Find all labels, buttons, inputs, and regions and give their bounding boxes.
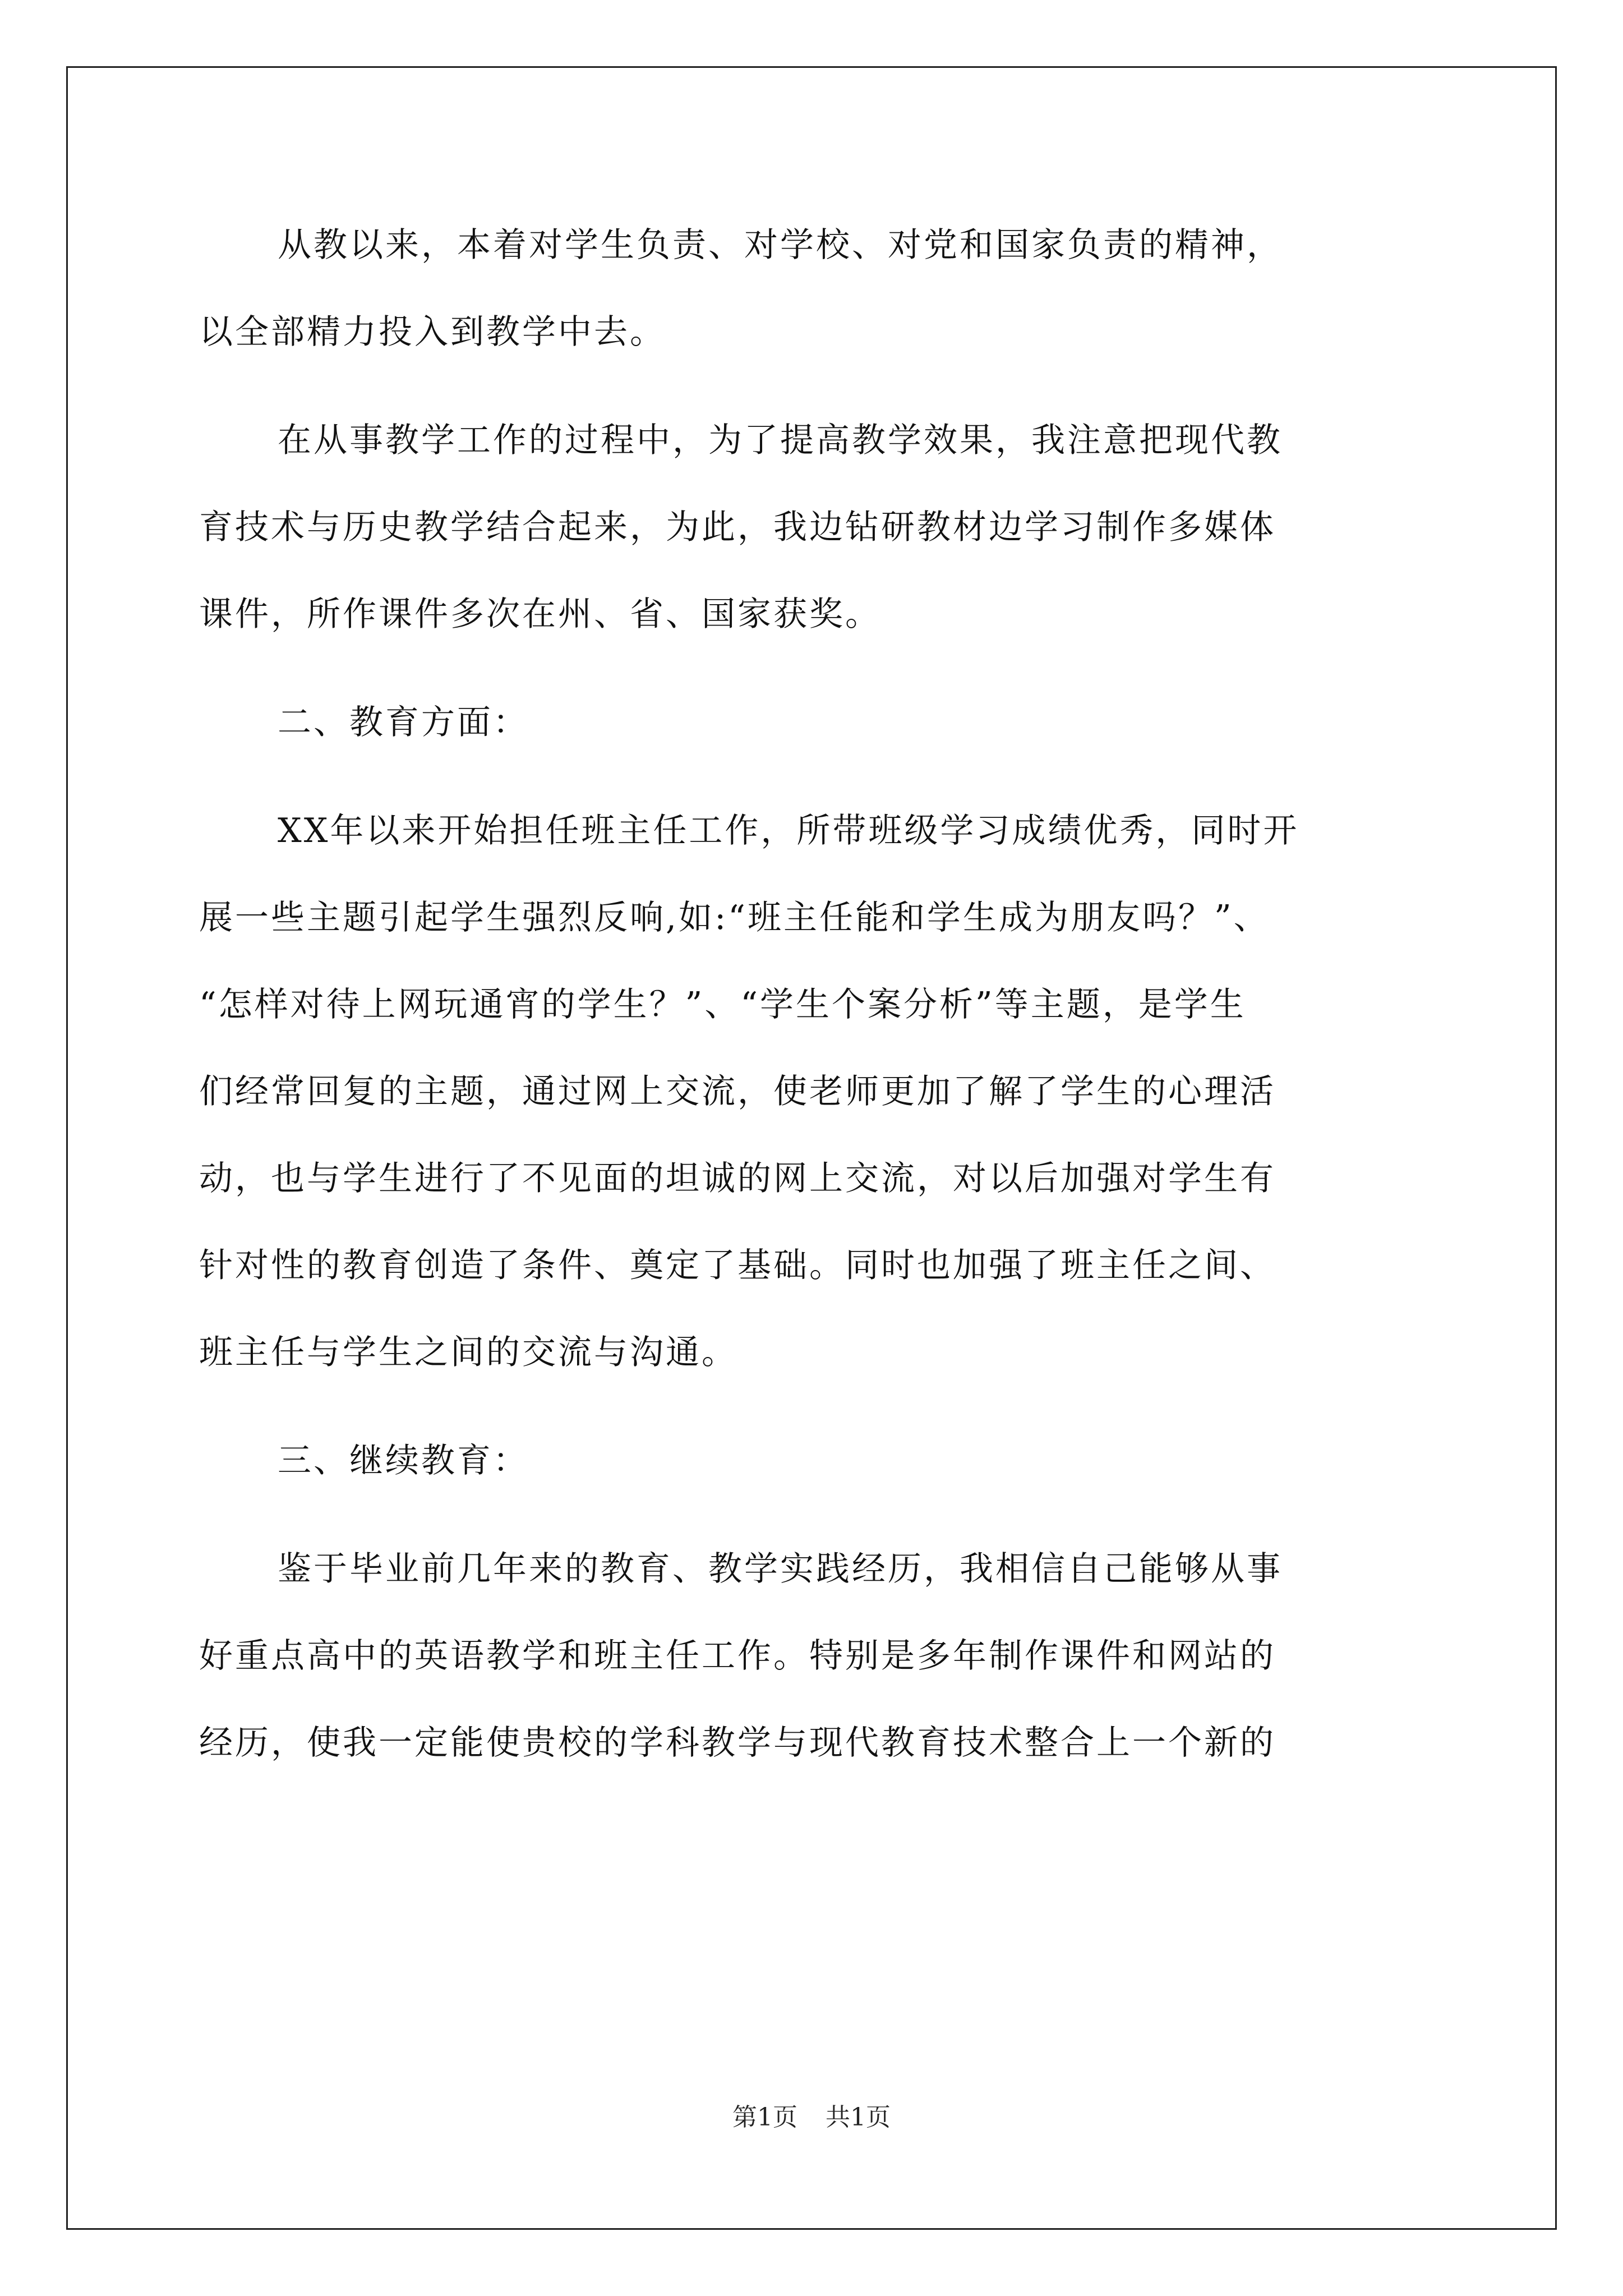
text-line: 好重点高中的英语教学和班主任工作。特别是多年制作课件和网站的 [199, 1636, 1276, 1676]
section-heading: 三、继续教育： [278, 1441, 529, 1480]
text-line: 鉴于毕业前几年来的教育、教学实践经历，我相信自己能够从事 [278, 1549, 1283, 1589]
paragraph-1 [199, 202, 1433, 376]
document-body [199, 202, 1433, 1787]
text-line: XX年以来开始担任班主任工作，所带班级学习成绩优秀，同时开 [278, 811, 1299, 850]
section-heading: 二、教育方面： [278, 703, 529, 742]
text-line: 针对性的教育创造了条件、奠定了基础。同时也加强了班主任之间、 [199, 1246, 1276, 1285]
section-heading-continuing-education [199, 1418, 1433, 1504]
page-footer [0, 2101, 1623, 2134]
text-line: 动，也与学生进行了不见面的坦诚的网上交流，对以后加强对学生有 [199, 1159, 1276, 1198]
text-line: 经历，使我一定能使贵校的学科教学与现代教育技术整合上一个新的 [199, 1723, 1276, 1763]
paragraph-6 [199, 1526, 1433, 1787]
paragraph-2 [199, 397, 1433, 658]
section-heading-education [199, 679, 1433, 766]
text-line: 课件，所作课件多次在州、省、国家获奖。 [199, 595, 881, 634]
text-line: 育技术与历史教学结合起来，为此，我边钻研教材边学习制作多媒体 [199, 508, 1276, 547]
text-line: 班主任与学生之间的交流与沟通。 [199, 1333, 737, 1372]
page-number-total: 共1页 [826, 2103, 891, 2132]
page-number-current: 第1页 [732, 2103, 797, 2132]
text-line: “怎样对待上网玩通宵的学生？”、“学生个案分析”等主题，是学生 [199, 985, 1246, 1024]
text-line: 们经常回复的主题，通过网上交流，使老师更加了解了学生的心理活 [199, 1072, 1276, 1111]
text-line: 在从事教学工作的过程中，为了提高教学效果，我注意把现代教 [278, 421, 1283, 460]
text-line: 以全部精力投入到教学中去。 [199, 312, 666, 352]
text-line: 展一些主题引起学生强烈反响,如:“班主任能和学生成为朋友吗？”、 [199, 898, 1270, 937]
text-line: 从教以来，本着对学生负责、对学校、对党和国家负责的精神， [278, 226, 1283, 265]
paragraph-4 [199, 788, 1433, 1396]
